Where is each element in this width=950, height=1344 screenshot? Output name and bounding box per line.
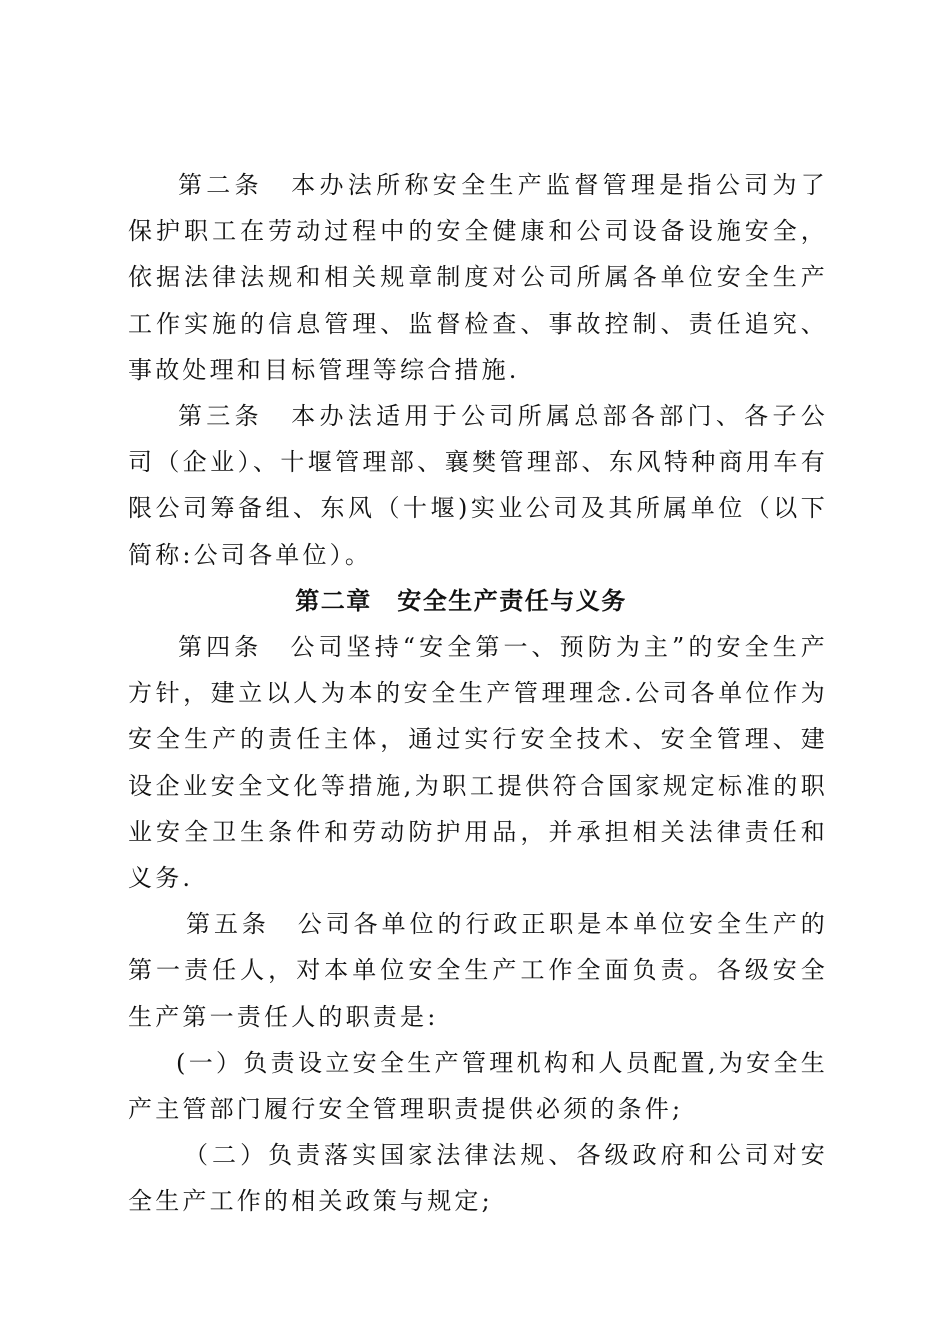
document-page (128, 162, 828, 1225)
article-5-paragraph: 第五条 公司各单位的行政正职是本单位安全生产的第一责任人，对本单位安全生产工作全面负责。各级安全生产第一责任人的职责是: (128, 910, 828, 1031)
article-4-paragraph: 第四条 公司坚持“安全第一、预防为主”的安全生产方针，建立以人为本的安全生产管理理念.公司各单位作为安全生产的责任主体，通过实行安全技术、安全管理、建设企业安全文化等措施,为职工提供符合国家规定标准的职业安全卫生条件和劳动防护用品，并承担相关法律责任和义务. (128, 633, 828, 893)
chapter-2-heading: 第二章 安全生产责任与义务 (295, 586, 627, 615)
duty-item-1: (一）负责设立安全生产管理机构和人员配置,为安全生产主管部门履行安全管理职责提供必须的条件; (128, 1048, 828, 1124)
article-3-paragraph: 第三条 本办法适用于公司所属总部各部门、各子公司（企业）、十堰管理部、襄樊管理部、东风特种商用车有限公司筹备组、东风（十堰)实业公司及其所属单位（以下简称:公司各单位）。 (128, 402, 828, 569)
article-2-paragraph: 第二条 本办法所称安全生产监督管理是指公司为了保护职工在劳动过程中的安全健康和公司设备设施安全，依据法律法规和相关规章制度对公司所属各单位安全生产工作实施的信息管理、监督检查、事故控制、责任追究、事故处理和目标管理等综合措施. (128, 171, 828, 384)
duty-item-2: （二）负责落实国家法律法规、各级政府和公司对安全生产工作的相关政策与规定; (128, 1141, 828, 1216)
